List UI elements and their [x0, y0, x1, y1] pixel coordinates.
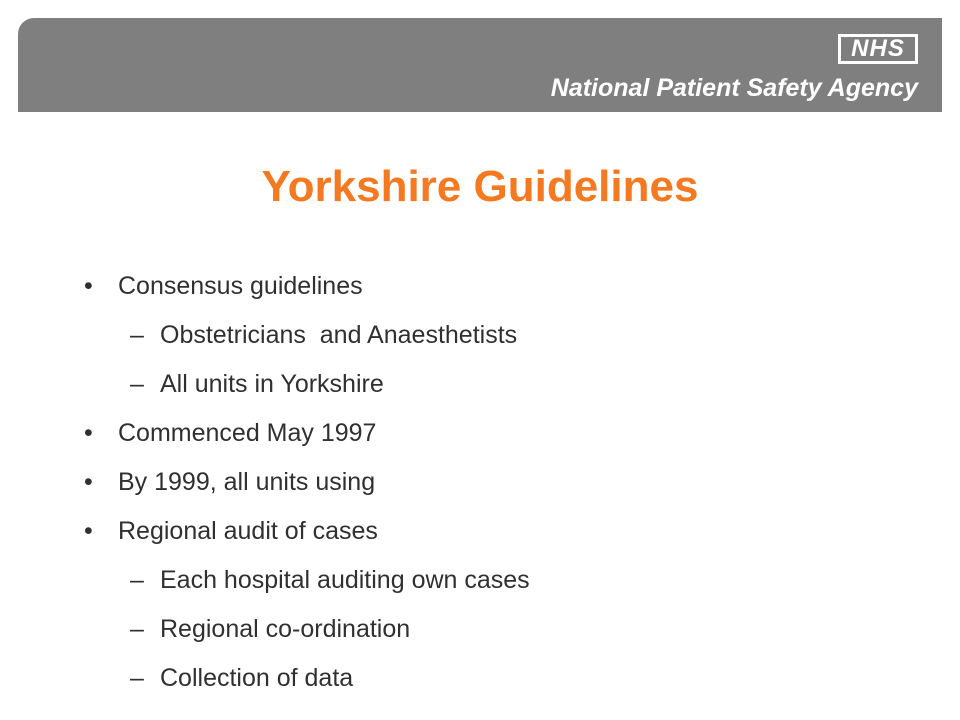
- sub-bullet-item: [0, 605, 960, 654]
- sub-bullet-marker: –: [130, 664, 144, 692]
- bullet-marker: •: [84, 272, 93, 300]
- sub-bullet-marker: –: [130, 370, 144, 398]
- bullet-marker: •: [84, 517, 93, 545]
- sub-bullet-text: Collection of data: [160, 664, 354, 692]
- bullet-item: [0, 507, 960, 556]
- sub-bullet-text: Regional co-ordination: [160, 615, 411, 643]
- bullet-text: Consensus guidelines: [118, 272, 363, 300]
- bullet-text: Commenced May 1997: [118, 419, 377, 447]
- sub-bullet-marker: –: [130, 615, 144, 643]
- sub-bullet-item: [0, 654, 960, 703]
- sub-bullet-text: Each hospital auditing own cases: [160, 566, 530, 594]
- bullet-marker: •: [84, 419, 93, 447]
- bullet-text: By 1999, all units using: [118, 468, 376, 496]
- sub-bullet-item: [0, 360, 960, 409]
- nhs-logo: NHS: [838, 34, 918, 64]
- organization-name: National Patient Safety Agency: [550, 74, 918, 102]
- header-bar: [18, 18, 942, 112]
- bullet-marker: •: [84, 468, 93, 496]
- sub-bullet-item: [0, 311, 960, 360]
- sub-bullet-text: All units in Yorkshire: [160, 370, 384, 398]
- sub-bullet-marker: –: [130, 321, 144, 349]
- sub-bullet-text: Obstetricians and Anaesthetists: [160, 321, 518, 349]
- bullet-item: [0, 409, 960, 458]
- sub-bullet-item: [0, 556, 960, 605]
- bullet-list: [0, 262, 960, 703]
- bullet-item: [0, 262, 960, 311]
- slide-title: Yorkshire Guidelines: [261, 162, 699, 211]
- sub-bullet-marker: –: [130, 566, 144, 594]
- bullet-text: Regional audit of cases: [118, 517, 378, 545]
- bullet-item: [0, 458, 960, 507]
